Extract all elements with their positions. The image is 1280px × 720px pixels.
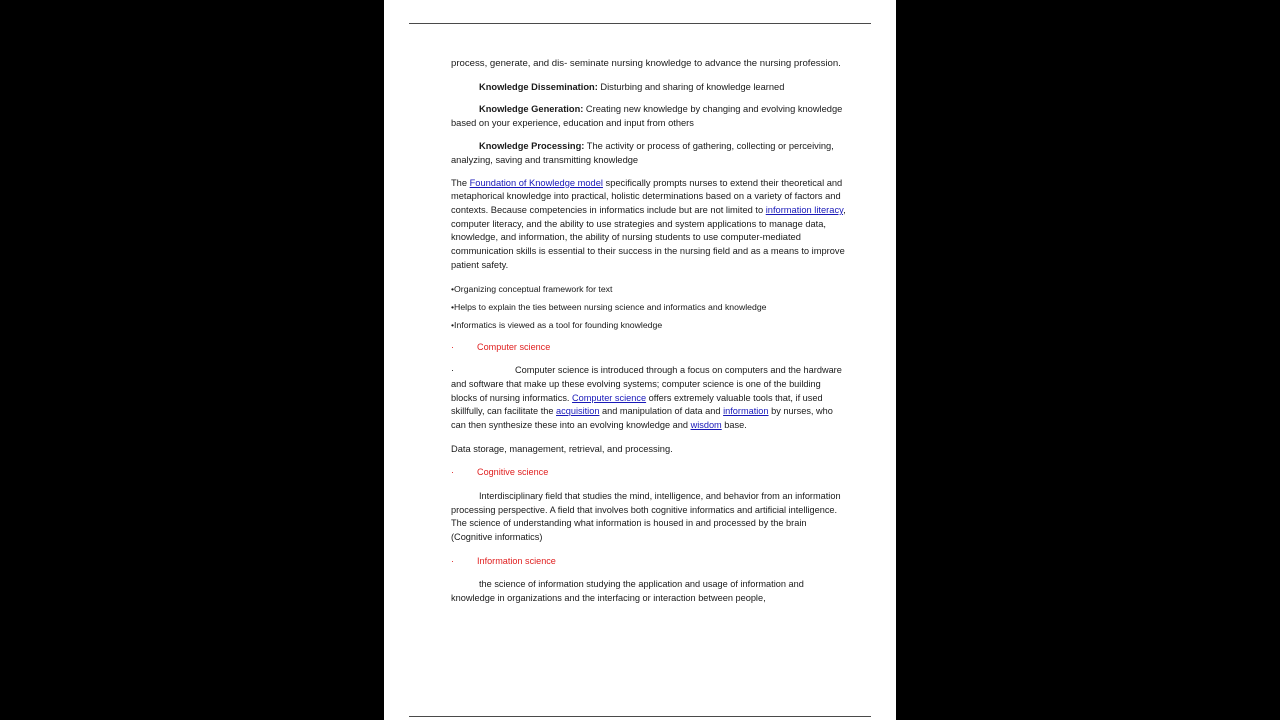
link-foundation-of-knowledge-model[interactable]: Foundation of Knowledge model <box>469 177 603 188</box>
cs-body-part3: and manipulation of data and <box>599 406 724 417</box>
paragraph-cognitive-science-body: Interdisciplinary field that studies the mind, intelligence, and behavior from an information processing perspective. A field that involves both cognitive informatics and artificial intelligence. The science of understanding what information is housed in and processed by the brain (Cognitive informatics) <box>451 490 841 543</box>
knowledge-term-generation: Knowledge Generation: <box>479 104 584 115</box>
bullet-mark-icon: · <box>451 365 455 376</box>
page-content <box>451 57 847 616</box>
cs-body-part1: Computer science is introduced through a focus on computers and the hardware and software that make up these evolving systems; computer science is one of the building blocks of nursing informatics. <box>451 365 842 403</box>
knowledge-item-dissemination <box>451 81 847 95</box>
heading-cognitive-science <box>451 466 847 480</box>
cs-body-part2: offers extremely valuable tools that, if used skillfully, can facilitate the <box>451 392 823 417</box>
paragraph-data-storage: Data storage, management, retrieval, and processing. <box>451 443 673 454</box>
bullet-informatics-tool: •Informatics is viewed as a tool for founding knowledge <box>451 319 663 330</box>
cs-body-part4: by nurses, who can then synthesize these into an evolving knowledge and <box>451 406 833 430</box>
link-information[interactable]: information <box>723 406 769 417</box>
paragraph-computer-science-body <box>451 364 847 433</box>
heading-information-science-label: Information science <box>477 555 556 566</box>
bullet-explain-ties: •Helps to explain the ties between nursing science and informatics and knowledge <box>451 301 767 312</box>
bullet-mark-icon: · <box>451 341 455 352</box>
link-wisdom[interactable]: wisdom <box>690 419 722 430</box>
knowledge-text-dissemination: Disturbing and sharing of knowledge learned <box>597 81 785 92</box>
page-header-rule <box>409 23 871 24</box>
paragraph-intro: process, generate, and dis- seminate nursing knowledge to advance the nursing profession. <box>451 58 841 69</box>
cs-body-part5: base. <box>721 419 747 430</box>
link-acquisition[interactable]: acquisition <box>556 406 600 417</box>
page-footer-rule <box>409 716 871 717</box>
knowledge-term-dissemination: Knowledge Dissemination: <box>479 81 598 92</box>
document-page <box>384 0 896 720</box>
heading-cognitive-science-label: Cognitive science <box>477 467 549 478</box>
heading-computer-science <box>451 341 847 355</box>
link-computer-science[interactable]: Computer science <box>572 392 647 403</box>
model-text-part2: specifically prompts nurses to extend their theoretical and metaphorical knowledge into practical, holistic determinations based on a variety of factors and contexts. Because competencies in informatics include but are not limited to <box>451 177 843 215</box>
knowledge-text-generation: Creating new knowledge by changing and evolving knowledge based on your experience, education and input from others <box>451 104 843 129</box>
knowledge-term-processing: Knowledge Processing: <box>479 140 585 151</box>
model-text-part1: The <box>451 177 470 188</box>
paragraph-foundation-of-knowledge <box>451 177 847 273</box>
heading-computer-science-label: Computer science <box>477 341 551 352</box>
knowledge-item-processing <box>451 140 847 168</box>
heading-information-science <box>451 555 847 569</box>
link-information-literacy[interactable]: information literacy <box>765 204 844 215</box>
paragraph-information-science-body: the science of information studying the application and usage of information and knowledge in organizations and the interfacing or interaction between people, <box>451 579 804 604</box>
knowledge-item-generation <box>451 103 847 131</box>
knowledge-text-processing: The activity or process of gathering, collecting or perceiving, analyzing, saving and transmitting knowledge <box>451 140 834 165</box>
bullet-mark-icon: · <box>451 467 455 478</box>
bullet-organizing-framework: •Organizing conceptual framework for text <box>451 283 613 294</box>
model-text-part3: , computer literacy, and the ability to use strategies and system applications to manage data, knowledge, and information, the ability of nursing students to use computer-mediated communication skills is essential to their success in the nursing field and as a means to improve patient safety. <box>451 204 846 270</box>
bullet-mark-icon: · <box>451 555 455 566</box>
